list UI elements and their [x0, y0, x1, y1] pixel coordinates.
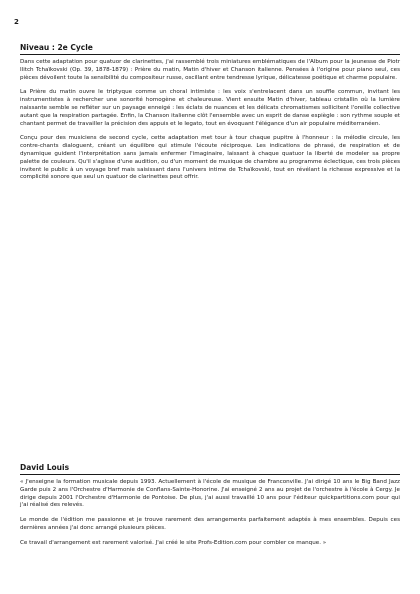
heading-divider — [20, 474, 400, 475]
paragraph: La Prière du matin ouvre le triptyque comme un choral intimiste : les voix s'entrelacent dans un souffle commun, invitant les instrumentistes à rechercher une sonorité homogène et chaleureuse. Vient ensuite Matin d'hiver, tableau cristallin où la lumière naissante semble se refléter sur un paysage enneigé : les éclats de nuances et les délicats chromatismes sollicitent l'oreille collective autant que la respiration partagée. Enfin, la Chanson italienne clôt l'ensemble avec un esprit de danse espiègle : son rythme souple et chantant permet de travailler la précision des appuis et le legato, tout en évoquant l'élégance d'un air populaire méditerranéen. — [20, 89, 400, 127]
paragraph: Le monde de l'édition me passionne et je trouve rarement des arrangements parfaitement adaptés à mes ensembles. Depuis ces dernières années j'ai donc arrangé plusieurs pièces. — [20, 517, 400, 531]
paragraph: « J'enseigne la formation musicale depuis 1993. Actuellement à l'école de musique de Franconville. J'ai dirigé 10 ans le Big Band Jazz Garde puis 2 ans l'Orchestre d'Harmonie de Conflans-Sainte-Honorine. J'ai enseigné 2 ans au projet de l'orchestre à l'école à Cergy. Je dirige depuis 2001 l'Orchestre d'Harmonie de Pontoise. De plus, j'ai aussi travaillé 10 ans pour l'éditeur quickpartitions.com pour qui j'ai réalisé des relevés. — [20, 479, 400, 509]
heading-divider — [20, 54, 400, 55]
section-heading: Niveau : 2e Cycle — [20, 43, 93, 52]
paragraph: Ce travail d'arrangement est rarement valorisé. J'ai créé le site Profs-Edition.com pour combler ce manque. » — [20, 539, 327, 546]
level-section — [20, 43, 400, 189]
paragraph: Conçu pour des musiciens de second cycle, cette adaptation met tour à tour chaque pupitre à l'honneur : la mélodie circule, les contre-chants dialoguent, créant un équilibre qui stimule l'écoute réciproque. Les indications de phrasé, de respiration et de dynamique guident l'interprétation sans jamais enfermer l'imaginaire, laissant à chaque quatuor la liberté de modeler sa propre palette de couleurs. Qu'il s'agisse d'une audition, ou d'un moment de musique de chambre au programme éclectique, ces trois pièces invitent le public à un voyage bref mais saisissant dans l'univers intime de Tchaïkovski, tout en révélant la richesse expressive et la complicité sonore que seul un quatuor de clarinettes peut offrir. — [20, 135, 400, 181]
author-heading: David Louis — [20, 463, 70, 472]
page-number: 2 — [14, 18, 19, 26]
author-section — [20, 463, 400, 555]
paragraph: Dans cette adaptation pour quatuor de clarinettes, j'ai rassemblé trois miniatures emblématiques de l'Album pour la jeunesse de Piotr Ilitch Tchaïkovski (Op. 39, 1878-1879) : Prière du matin, Matin d'hiver et Chanson italienne. Pensées à l'origine pour piano seul, ces pièces dévoilent toute la sensibilité du compositeur russe, oscillant entre tendresse lyrique, délicatesse poétique et charme populaire. — [20, 59, 400, 81]
